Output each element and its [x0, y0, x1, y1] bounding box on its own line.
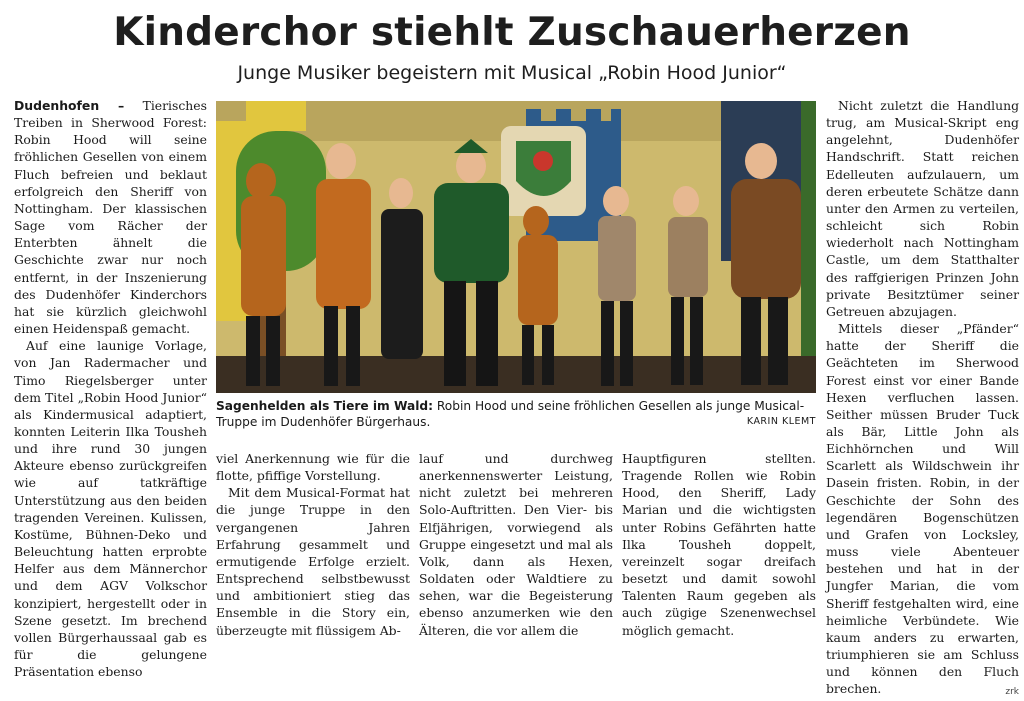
stage-photo — [216, 101, 816, 393]
column-4 — [622, 450, 816, 639]
author-signature: zrk — [1005, 687, 1019, 698]
photo-caption — [216, 398, 816, 430]
paragraph: Nicht zuletzt die Handlung trug, am Musical-Skript eng angelehnt, Dudenhöfer Handschrift. Statt reichen Edelleuten aufzulauern, um deren erbeutete Schätze dann unter den Armen zu verteilen, schleicht sich Robin wiederholt nach Nottingham Castle, um dem Statthalter des raffgierigen Prinzen John private Besitztümer seiner Getreuen abzujagen. — [826, 98, 1019, 319]
paragraph — [14, 97, 207, 337]
paragraph: Auf eine launige Vorlage, von Jan Radermacher und Timo Riegelsberger unter dem Titel „Robin Hood Junior“ als Kindermusical adaptiert, konnten Leiterin Ilka Tousheh und ihre rund 30 jungen Akteure ebenso zurückgreifen wie auf tatkräftige Unterstützung aus den beiden tragenden Vereinen. Kulissen, Kostüme, Bühnen-Deko und Beleuchtung hatten erprobte Helfer aus dem Männerchor und dem AGV Volkschor konzipiert, hergestellt oder in Szene gesetzt. Im brechend vollen Bürgerhaussaal gab es für die gelungene Präsentation ebenso — [14, 338, 207, 680]
paragraph: viel Anerkennung wie für die flotte, pfiffige Vorstellung. — [216, 451, 410, 484]
column-1 — [14, 97, 207, 680]
paragraph — [826, 320, 1019, 697]
paragraph: Hauptfiguren stellten. Tragende Rollen wie Robin Hood, den Sheriff, Lady Marian und die wichtigsten unter Robins Gefährten hatte Ilka Tousheh doppelt, vereinzelt sogar dreifach besetzt und damit sowohl Talenten Raum gegeben als auch zügige Szenenwechsel möglich gemacht. — [622, 451, 816, 638]
caption-lead: Sagenhelden als Tiere im Wald: — [216, 399, 434, 413]
column-5 — [826, 97, 1019, 701]
caption-text: Robin Hood und seine fröhlichen Gesellen als junge Musical-Truppe im Dudenhöfer Bürgerhaus. — [216, 399, 805, 429]
column-2 — [216, 450, 410, 639]
paragraph: Mit dem Musical-Format hat die junge Truppe in den vergangenen Jahren Erfahrung gesammelt und ermutigende Erfolge erzielt. Entsprechend selbstbewusst und ambitioniert stieg das Ensemble in die Story ein, überzeugte mit flüssigem Ab- — [216, 485, 410, 638]
photo-credit: KARIN KLEMT — [746, 416, 816, 427]
headline: Kinderchor stiehlt Zuschauerherzen — [113, 10, 911, 55]
paragraph-text: Tierisches Treiben in Sherwood Forest: Robin Hood will seine fröhlichen Gesellen von einem Fluch befreien und beklaut erfolgreich den Sheriff von Nottingham. Der klassischen Sage vom Rächer der Enterbten ähnelt die Geschichte zwar nur noch entfernt, in der Inszenierung des Dudenhöfer Kinderchors hat sie kürzlich gleichwohl einen Heidenspaß gemacht. — [14, 98, 207, 337]
paragraph: lauf und durchweg anerkennenswerter Leistung, nicht zuletzt bei mehreren Solo-Auftritten. Den Vier- bis Elfjährigen, vorwiegend als Gruppe eingesetzt und mal als Volk, dann als Hexen, Soldaten oder Waldtiere zu sehen, war die Begeisterung ebenso anzumerken wie den Älteren, die vor allem die — [419, 451, 613, 638]
stage-photo-illustration — [216, 101, 816, 393]
column-3 — [419, 450, 613, 639]
subheadline: Junge Musiker begeistern mit Musical „Robin Hood Junior“ — [237, 62, 787, 84]
dateline: Dudenhofen – — [14, 98, 125, 113]
paragraph-text: Mittels dieser „Pfänder“ hatte der Sheriff die Geächteten im Sherwood Forest einst vor einer Bande Hexen verfluchen lassen. Seither müssen Bruder Tuck als Bär, Little John als Eichhörnchen und Will Scarlett als Wildschwein ihr Dasein fristen. Robin, in der Geschichte der Sohn des legendären Bogenschützen und Grafen von Locksley, muss viele Abenteuer bestehen und hat in der Jungfer Marian, die vom Sheriff festgehalten wird, eine heimliche Verbündete. Wie kaum anders zu erwarten, triumphieren sie am Schluss und können den Fluch brechen. — [826, 321, 1019, 697]
